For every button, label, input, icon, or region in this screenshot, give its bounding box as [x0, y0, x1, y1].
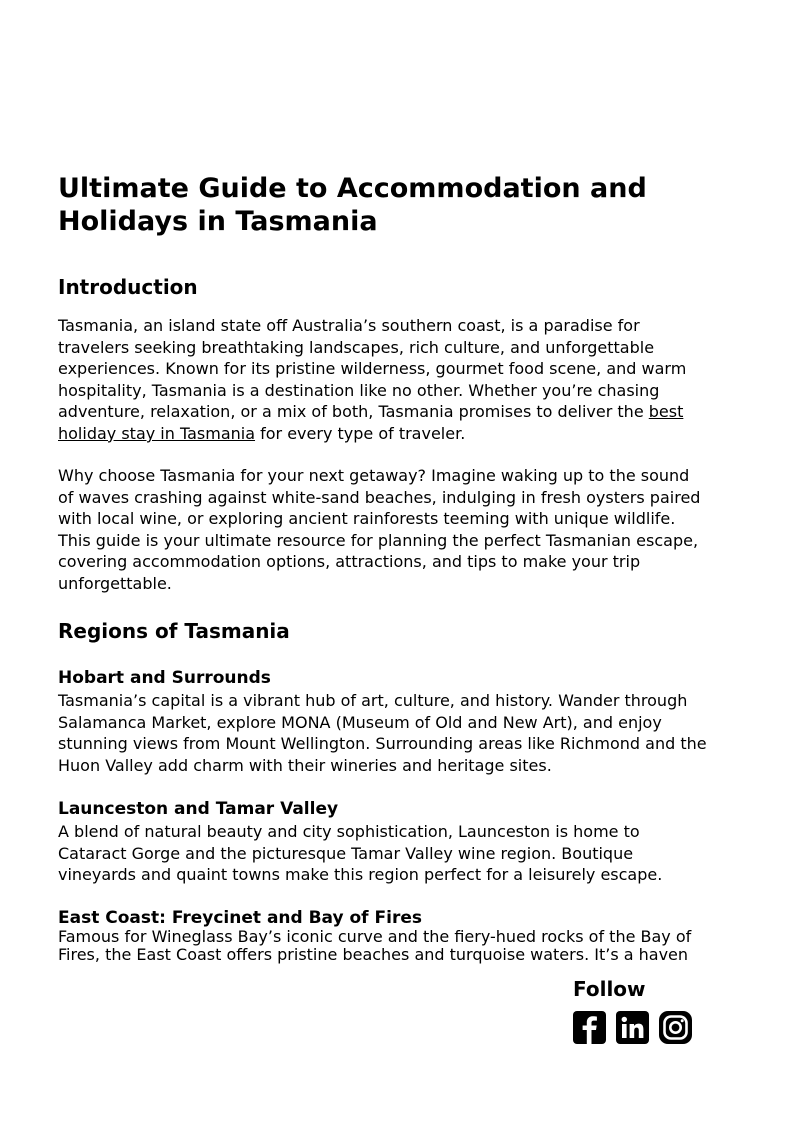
follow-section — [573, 977, 713, 1001]
intro-paragraph-1 — [58, 315, 708, 445]
intro-paragraph-1-end: for every type of traveler. — [255, 423, 466, 443]
best-holiday-stay-link[interactable]: best holiday stay in Tasmania — [58, 402, 684, 443]
facebook-icon[interactable] — [573, 1011, 606, 1044]
introduction-heading: Introduction — [58, 275, 198, 299]
region-title-hobart: Hobart and Surrounds — [58, 668, 271, 688]
region-text-hobart: Tasmania’s capital is a vibrant hub of art, culture, and history. Wander through Salamanca Market, explore MONA (Museum of Old and New Art), and enjoy stunning views from Mount Wellington. Surrounding areas like Richmond and the Huon Valley add charm with their wineries and heritage sites. — [58, 691, 707, 775]
follow-label: Follow — [573, 977, 646, 1001]
region-text-launceston: A blend of natural beauty and city sophistication, Launceston is home to Cataract Gorge and the picturesque Tamar Valley wine region. Boutique vineyards and quaint towns make this region perfect for a leisurely escape. — [58, 822, 663, 885]
region-title-east-coast: East Coast: Freycinet and Bay of Fires — [58, 908, 422, 928]
page-title: Ultimate Guide to Accommodation and Holidays in Tasmania — [58, 173, 647, 237]
intro-paragraph-1-text: Tasmania, an island state off Australia’s southern coast, is a paradise for travelers seeking breathtaking landscapes, rich culture, and unforgettable experiences. Known for its pristine wilderness, gourmet food scene, and warm hospitality, Tasmania is a destination like no other. Whether you’re chasing adventure, relaxation, or a mix of both, Tasmania promises to deliver the — [58, 316, 687, 422]
region-title-launceston: Launceston and Tamar Valley — [58, 799, 339, 819]
instagram-icon[interactable] — [659, 1011, 692, 1044]
regions-heading: Regions of Tasmania — [58, 619, 290, 643]
region-text-east-coast-clip — [58, 928, 718, 968]
region-text-east-coast: Famous for Wineglass Bay’s iconic curve and the fiery-hued rocks of the Bay of Fires, the East Coast offers pristine beaches and turquoise waters. It’s a haven — [58, 928, 692, 964]
social-icons — [573, 1011, 692, 1044]
intro-paragraph-2: Why choose Tasmania for your next getaway? Imagine waking up to the sound of waves crashing against white-sand beaches, indulging in fresh oysters paired with local wine, or exploring ancient rainforests teeming with unique wildlife. This guide is your ultimate resource for planning the perfect Tasmanian escape, covering accommodation options, attractions, and tips to make your trip unforgettable. — [58, 466, 701, 593]
linkedin-icon[interactable] — [616, 1011, 649, 1044]
